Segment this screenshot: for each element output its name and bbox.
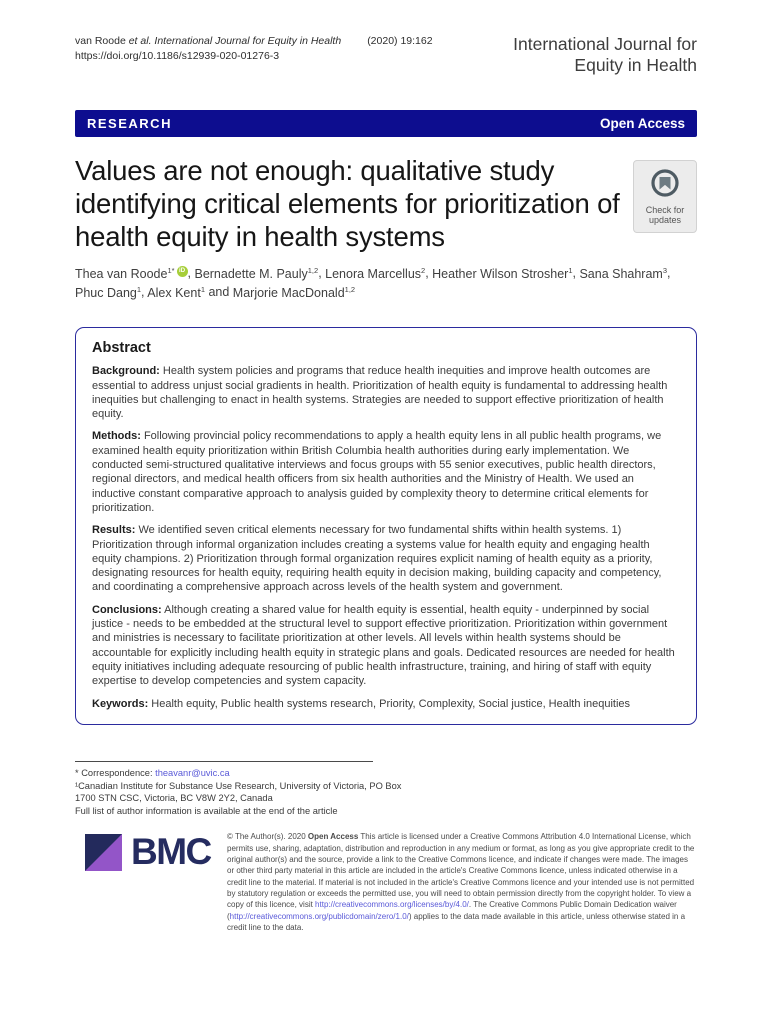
- check-updates-badge[interactable]: [633, 160, 697, 234]
- footer: [75, 831, 697, 933]
- author-info-note: Full list of author information is available at the end of the article: [75, 806, 338, 817]
- masthead: [75, 34, 697, 77]
- abstract-box: [75, 327, 697, 725]
- bmc-logo: [85, 831, 227, 873]
- license-body-3: ) applies to the data made available in this article, unless otherwise stated in a credit line to the data.: [227, 911, 686, 933]
- citation-ref: (2020) 19:162: [367, 35, 433, 47]
- citation-journal-italic: et al. International Journal for Equity in Health: [128, 35, 342, 47]
- abstract-section: Background: Health system policies and programs that reduce health inequities and improve health outcomes are essential to address unjust social gradients in health. Prioritization of health equity is fundamental to addressing health inequities but challenging to enact in health systems. Strategies are needed to support effective prioritization of health equity.: [92, 365, 668, 421]
- author: Thea van Roode$^{1*}$ iD: [75, 267, 188, 281]
- cc-by-license-link[interactable]: http://creativecommons.org/licenses/by/4.0/: [315, 900, 469, 910]
- abstract-section: Conclusions: Although creating a shared value for health equity is essential, health equity - underpinned by social justice - needs to be embedded at the structural level to support effective prioritization. Prioritization within government and ministries is necessary to facilitate prioritization at other levels. All levels within health systems should be accountable for explicitly including health equity in strategic plans and goals. Dedicated resources are needed for health equity initiatives including adequate resourcing of public health infrastructure, training, and hiring of staff with equity expertise to develop competencies and system capacity.: [92, 603, 675, 688]
- license-copyright: © The Author(s). 2020: [227, 832, 308, 842]
- journal-title-line1: International Journal for: [513, 34, 697, 54]
- abstract-section: Results: We identified seven critical elements necessary for two fundamental shifts within health systems. 1) Prioritization through informal organization includes creating a systems value for health equity and engaging health equity champions. 2) Prioritization through formal organization requires explicit naming of health equity as a priority, designating resources for health equity, requiring health equity in decision making, building capacity and competency, and coordinating a comprehensive approach across levels of the health system and government.: [92, 524, 662, 594]
- citation-line: [75, 34, 433, 49]
- abstract-heading: Abstract: [92, 340, 151, 357]
- citation-block: [75, 34, 433, 64]
- abstract-section: Keywords: Health equity, Public health systems research, Priority, Complexity, Social justice, Health inequities: [92, 697, 631, 710]
- author: Heather Wilson Strosher$^1$: [432, 265, 573, 281]
- license-text: [227, 831, 697, 933]
- author-list: Thea van Roode$^{1*}$ iD , Bernadette M. Pauly$^{1,2}$, Lenora Marcellus$^2$, Heather Wilson Strosher$^1$, Sana Shahram$^3$, Phuc Dang$^1$, Alex Kent$^1$ and Marjorie MacDonald$^{1,2}$: [75, 265, 671, 300]
- author: Alex Kent$^1$: [147, 284, 205, 300]
- author: Marjorie MacDonald$^{1,2}$: [232, 284, 356, 300]
- author: Sana Shahram$^3$: [579, 265, 668, 281]
- bmc-logo-text: BMC: [131, 831, 211, 873]
- research-banner: [75, 110, 697, 137]
- license-body-1: This article is licensed under a Creative Commons Attribution 4.0 International License, which permits use, sharing, adaptation, distribution and reproduction in any medium or format, as long as you give appropriate credit to the original author(s) and the source, provide a link to the Creative Commons licence, and indicate if changes were made. The images or other third party material in this article are included in the article's Creative Commons licence, unless indicated otherwise in a credit line to the material. If material is not included in the article's Creative Commons licence and your intended use is not permitted by statutory regulation or exceeds the permitted use, you will need to obtain permission directly from the copyright holder. To view a copy of this licence, visit: [227, 832, 695, 910]
- abstract-sections: [92, 364, 680, 711]
- bmc-logo-icon: [85, 834, 122, 871]
- abstract-section: Methods: Following provincial policy recommendations to apply a health equity lens in all public health programs, we examined health equity prioritization within British Columbia health authorities during early implementation. We conducted semi-structured qualitative interviews and focus groups with 55 senior executives, public health directors, regional directors, and medical health officers from six health authorities and the Ministry of Health. We used an inductive constant comparative approach to analysis guided by complexity theory to determine critical elements for prioritization.: [92, 430, 662, 514]
- open-access-label: Open Access: [599, 115, 685, 131]
- affiliation-line: ¹Canadian Institute for Substance Use Research, University of Victoria, PO Box 1700 STN CSC, Victoria, BC V8W 2Y2, Canada: [75, 780, 402, 804]
- doi: https://doi.org/10.1186/s12939-020-01276-3: [75, 50, 280, 63]
- author: Bernadette M. Pauly$^{1,2}$: [194, 265, 319, 281]
- author: Phuc Dang$^1$: [75, 284, 142, 300]
- check-updates-label-line1: Check for: [645, 204, 685, 215]
- footnote-block: [75, 761, 410, 818]
- orcid-icon[interactable]: iD: [177, 266, 188, 277]
- title-row: [75, 154, 697, 254]
- cc-zero-license-link[interactable]: http://creativecommons.org/publicdomain/zero/1.0/: [229, 911, 409, 921]
- article-type-label: RESEARCH: [87, 115, 172, 131]
- correspondence-label: * Correspondence:: [75, 767, 156, 778]
- article-title: Values are not enough: qualitative study identifying critical elements for prioritization of health equity in health systems: [75, 154, 620, 253]
- footnote-divider: [75, 761, 373, 762]
- license-body-2: . The Creative Commons Public Domain Dedication waiver (: [227, 900, 677, 921]
- citation-authors: van Roode: [75, 35, 129, 47]
- correspondence-line: [75, 767, 410, 780]
- check-updates-label: [634, 205, 696, 227]
- license-open-access: Open Access: [307, 832, 359, 842]
- author: Lenora Marcellus$^2$: [325, 265, 426, 281]
- correspondence-email-link[interactable]: theavanr@uvic.ca: [155, 767, 230, 778]
- journal-title-line2: Equity in Health: [574, 55, 697, 76]
- crossmark-icon: [650, 185, 680, 202]
- journal-title: [513, 34, 697, 77]
- check-updates-label-line2: updates: [648, 215, 682, 226]
